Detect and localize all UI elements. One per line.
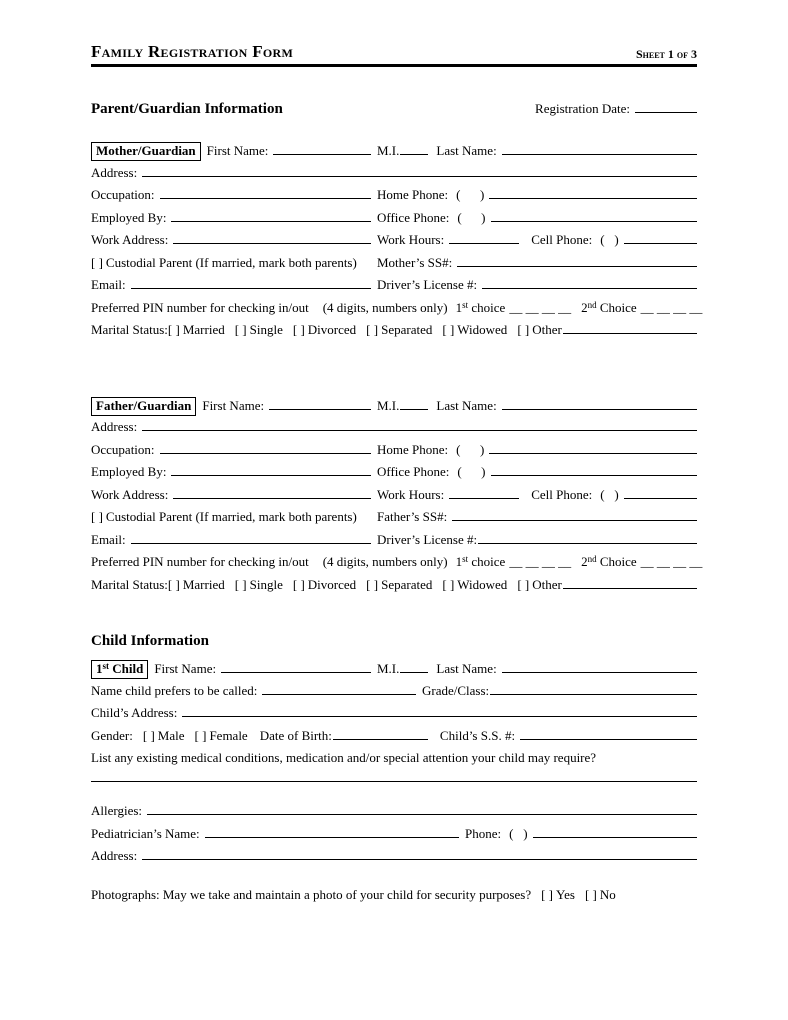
child-ssn-label: Child’s S.S. #: (439, 727, 516, 743)
mi-label: M.I. (377, 661, 400, 676)
father-employer-row (91, 464, 697, 487)
father-work-hours-field[interactable] (449, 498, 519, 499)
mother-guardian-block (91, 142, 703, 345)
address-label: Address: (91, 419, 138, 434)
divorced-label: Divorced (307, 576, 357, 592)
first-child-tag: 1st Child (91, 660, 148, 679)
home-phone-label: Home Phone: (377, 187, 449, 202)
office-phone-paren: ( ) (457, 209, 486, 225)
child-last-name-field[interactable] (502, 672, 697, 673)
father-occupation-field[interactable] (160, 453, 371, 454)
mother-ss-label: Mother’s SS#: (377, 254, 453, 270)
child-address-row (91, 705, 697, 728)
child-grade-field[interactable] (490, 694, 697, 695)
allergies-label: Allergies: (91, 803, 143, 818)
father-ss-label: Father’s SS#: (377, 509, 448, 524)
father-address-field[interactable] (142, 430, 697, 431)
mother-address-row (91, 165, 697, 188)
father-email-field[interactable] (131, 543, 371, 544)
registration-date (535, 101, 697, 117)
mother-other-checkbox[interactable]: [ ] (517, 322, 530, 337)
work-hours-label: Work Hours: (377, 232, 445, 247)
photo-no-checkbox[interactable]: [ ] (584, 886, 597, 902)
mother-email-field[interactable] (131, 288, 371, 289)
father-first-name-field[interactable] (269, 409, 371, 410)
father-widowed-checkbox[interactable]: [ ] (442, 576, 455, 592)
medical-answer-field[interactable] (91, 781, 697, 782)
email-label: Email: (91, 277, 126, 292)
mother-custodial-row (91, 255, 697, 278)
prefers-label: Name child prefers to be called: (91, 682, 258, 698)
allergies-field[interactable] (147, 814, 697, 815)
father-name-row (91, 397, 697, 420)
first-name-label: First Name: (206, 143, 269, 158)
female-label: Female (209, 727, 248, 743)
child-address-field[interactable] (182, 716, 697, 717)
pediatrician-name-field[interactable] (205, 837, 459, 838)
male-label: Male (157, 727, 185, 743)
child-name-row (91, 660, 697, 683)
child-dob-field[interactable] (333, 739, 428, 740)
pediatrician-row (91, 826, 697, 849)
mother-mi-field[interactable] (400, 154, 428, 155)
custodial-label: Custodial Parent (If married, mark both parents) (105, 509, 357, 524)
father-email-row (91, 532, 697, 555)
mother-custodial-checkbox[interactable]: [ ] (91, 254, 103, 270)
mother-occupation-field[interactable] (160, 198, 371, 199)
father-other-field[interactable] (563, 588, 697, 589)
father-drivers-license-field[interactable] (478, 543, 697, 544)
single-label: Single (249, 322, 283, 337)
office-phone-label: Office Phone: (377, 464, 450, 479)
first-name-label: First Name: (154, 661, 217, 676)
mother-last-name-field[interactable] (502, 154, 697, 155)
office-phone-paren: ( ) (457, 464, 486, 479)
home-phone-paren: ( ) (456, 441, 485, 457)
child-section-heading-row (91, 633, 697, 650)
last-name-label: Last Name: (436, 661, 497, 676)
photo-question: Photographs: May we take and maintain a photo of your child for security purposes? (91, 886, 532, 902)
mother-home-phone-field[interactable] (489, 198, 697, 199)
header-rule (91, 64, 697, 67)
father-pin-choice1-blanks[interactable]: __ __ __ __ (509, 554, 572, 569)
mother-cell-phone-field[interactable] (624, 243, 697, 244)
father-pin-row (91, 554, 703, 577)
medical-answer-row (91, 781, 697, 804)
pin-choice1-label: 1st choice (455, 554, 506, 569)
mother-pin-row (91, 299, 703, 323)
last-name-label: Last Name: (436, 143, 497, 158)
mother-marital-row (91, 322, 697, 345)
office-phone-label: Office Phone: (377, 209, 450, 225)
pediatrician-address-row (91, 848, 697, 871)
cell-phone-paren: ( ) (600, 486, 619, 502)
email-label: Email: (91, 531, 126, 547)
photographs-row (91, 887, 697, 910)
child-gender-row (91, 728, 697, 751)
father-divorced-checkbox[interactable]: [ ] (292, 576, 305, 592)
employed-by-label: Employed By: (91, 209, 167, 225)
occupation-label: Occupation: (91, 187, 155, 202)
child-address-label: Child’s Address: (91, 705, 178, 720)
mother-separated-checkbox[interactable]: [ ] (366, 322, 379, 337)
married-label: Married (182, 576, 225, 592)
pediatrician-label: Pediatrician’s Name: (91, 825, 200, 841)
child-ssn-field[interactable] (520, 739, 697, 740)
allergies-row (91, 803, 697, 826)
dob-label: Date of Birth: (259, 727, 332, 743)
child-section-title: Child Information (91, 633, 209, 649)
pin-choice1-label: 1st choice (455, 299, 506, 315)
mother-employed-by-field[interactable] (171, 221, 371, 222)
medical-question-row (91, 750, 697, 773)
mother-email-row (91, 277, 697, 300)
pin-label: Preferred PIN number for checking in/out (91, 299, 309, 315)
mother-widowed-checkbox[interactable]: [ ] (442, 322, 455, 337)
gender-male-checkbox[interactable]: [ ] (142, 727, 155, 743)
father-address-row (91, 419, 697, 442)
gender-female-checkbox[interactable]: [ ] (194, 727, 207, 743)
mother-married-checkbox[interactable]: [ ] (167, 322, 180, 337)
married-label: Married (182, 322, 225, 337)
form-header (91, 42, 697, 62)
pin-label: Preferred PIN number for checking in/out (91, 554, 309, 569)
single-label: Single (249, 576, 283, 592)
child-block (91, 660, 697, 909)
other-label: Other (532, 576, 562, 592)
gender-label: Gender: (91, 727, 133, 743)
widowed-label: Widowed (457, 576, 508, 592)
no-label: No (599, 886, 616, 902)
father-pin-choice2-blanks[interactable]: __ __ __ __ (640, 554, 703, 569)
father-single-checkbox[interactable]: [ ] (234, 576, 247, 592)
mother-employer-row (91, 210, 697, 233)
first-name-label: First Name: (202, 397, 265, 413)
employed-by-label: Employed By: (91, 464, 167, 479)
cell-phone-label: Cell Phone: (531, 486, 593, 502)
mother-ssn-field[interactable] (457, 266, 697, 267)
divorced-label: Divorced (307, 322, 357, 337)
address-label: Address: (91, 164, 138, 180)
child-prefers-row (91, 683, 697, 706)
mother-divorced-checkbox[interactable]: [ ] (292, 322, 305, 337)
mother-name-row (91, 142, 697, 165)
registration-date-field[interactable] (635, 112, 697, 113)
widowed-label: Widowed (457, 322, 508, 337)
father-employed-by-field[interactable] (171, 475, 371, 476)
father-married-checkbox[interactable]: [ ] (167, 576, 180, 592)
mother-drivers-license-field[interactable] (482, 288, 697, 289)
father-separated-checkbox[interactable]: [ ] (366, 576, 379, 592)
occupation-label: Occupation: (91, 441, 155, 457)
father-ssn-field[interactable] (452, 520, 697, 521)
mother-pin-choice1-blanks[interactable]: __ __ __ __ (509, 299, 572, 315)
work-hours-label: Work Hours: (377, 486, 445, 502)
father-last-name-field[interactable] (502, 409, 697, 410)
cell-phone-paren: ( ) (600, 232, 619, 247)
father-marital-row (91, 577, 697, 600)
father-work-address-field[interactable] (173, 498, 371, 499)
mother-other-field[interactable] (563, 333, 697, 334)
address-label: Address: (91, 848, 138, 863)
cell-phone-label: Cell Phone: (531, 232, 593, 247)
marital-status-label: Marital Status: (91, 322, 168, 337)
mother-work-hours-field[interactable] (449, 243, 519, 244)
home-phone-paren: ( ) (456, 187, 485, 202)
registration-date-label: Registration Date: (535, 101, 630, 116)
photo-yes-checkbox[interactable]: [ ] (541, 886, 554, 902)
father-office-phone-field[interactable] (491, 475, 698, 476)
drivers-license-label: Driver’s License #: (377, 531, 478, 547)
father-guardian-block (91, 397, 703, 600)
separated-label: Separated (381, 322, 433, 337)
last-name-label: Last Name: (436, 397, 497, 413)
father-other-checkbox[interactable]: [ ] (517, 576, 530, 592)
mother-pin-choice2-blanks[interactable]: __ __ __ __ (640, 299, 703, 315)
yes-label: Yes (556, 886, 575, 902)
pediatrician-address-field[interactable] (142, 859, 697, 860)
child-preferred-name-field[interactable] (262, 694, 416, 695)
medical-question: List any existing medical conditions, medication and/or special attention your child may require? (91, 750, 597, 765)
grade-class-label: Grade/Class: (422, 682, 490, 698)
mother-work-row (91, 232, 697, 255)
pediatrician-phone-paren: ( ) (509, 825, 528, 841)
mi-label: M.I. (377, 397, 400, 413)
child-mi-field[interactable] (400, 672, 428, 673)
father-custodial-checkbox[interactable]: [ ] (91, 509, 103, 524)
pin-note: (4 digits, numbers only) (322, 299, 448, 315)
father-guardian-tag: Father/Guardian (91, 397, 196, 416)
father-mi-field[interactable] (400, 409, 428, 410)
home-phone-label: Home Phone: (377, 441, 449, 457)
father-occupation-row (91, 442, 697, 465)
pin-choice2-label: 2nd Choice (581, 554, 637, 569)
father-home-phone-field[interactable] (489, 453, 697, 454)
mother-first-name-field[interactable] (273, 154, 371, 155)
marital-status-label: Marital Status: (91, 576, 168, 592)
father-cell-phone-field[interactable] (624, 498, 697, 499)
pin-note: (4 digits, numbers only) (322, 554, 448, 569)
separated-label: Separated (381, 576, 433, 592)
mother-single-checkbox[interactable]: [ ] (234, 322, 247, 337)
other-label: Other (532, 322, 562, 337)
father-work-row (91, 487, 697, 510)
mi-label: M.I. (377, 143, 400, 158)
work-address-label: Work Address: (91, 486, 169, 502)
mother-occupation-row (91, 187, 697, 210)
sheet-number: Sheet 1 of 3 (635, 47, 697, 61)
form-title: Family Registration Form (91, 42, 294, 61)
phone-label: Phone: (465, 825, 502, 841)
mother-guardian-tag: Mother/Guardian (91, 142, 201, 161)
parent-section-heading-row (91, 101, 697, 118)
parent-section-title: Parent/Guardian Information (91, 101, 283, 117)
child-first-name-field[interactable] (221, 672, 371, 673)
mother-work-address-field[interactable] (173, 243, 371, 244)
pediatrician-phone-field[interactable] (533, 837, 697, 838)
pin-choice2-label: 2nd Choice (581, 299, 637, 315)
father-custodial-row (91, 509, 697, 532)
mother-address-field[interactable] (142, 176, 697, 177)
custodial-label: Custodial Parent (If married, mark both parents) (105, 254, 357, 270)
mother-office-phone-field[interactable] (491, 221, 698, 222)
work-address-label: Work Address: (91, 232, 169, 247)
drivers-license-label: Driver’s License #: (377, 277, 478, 292)
